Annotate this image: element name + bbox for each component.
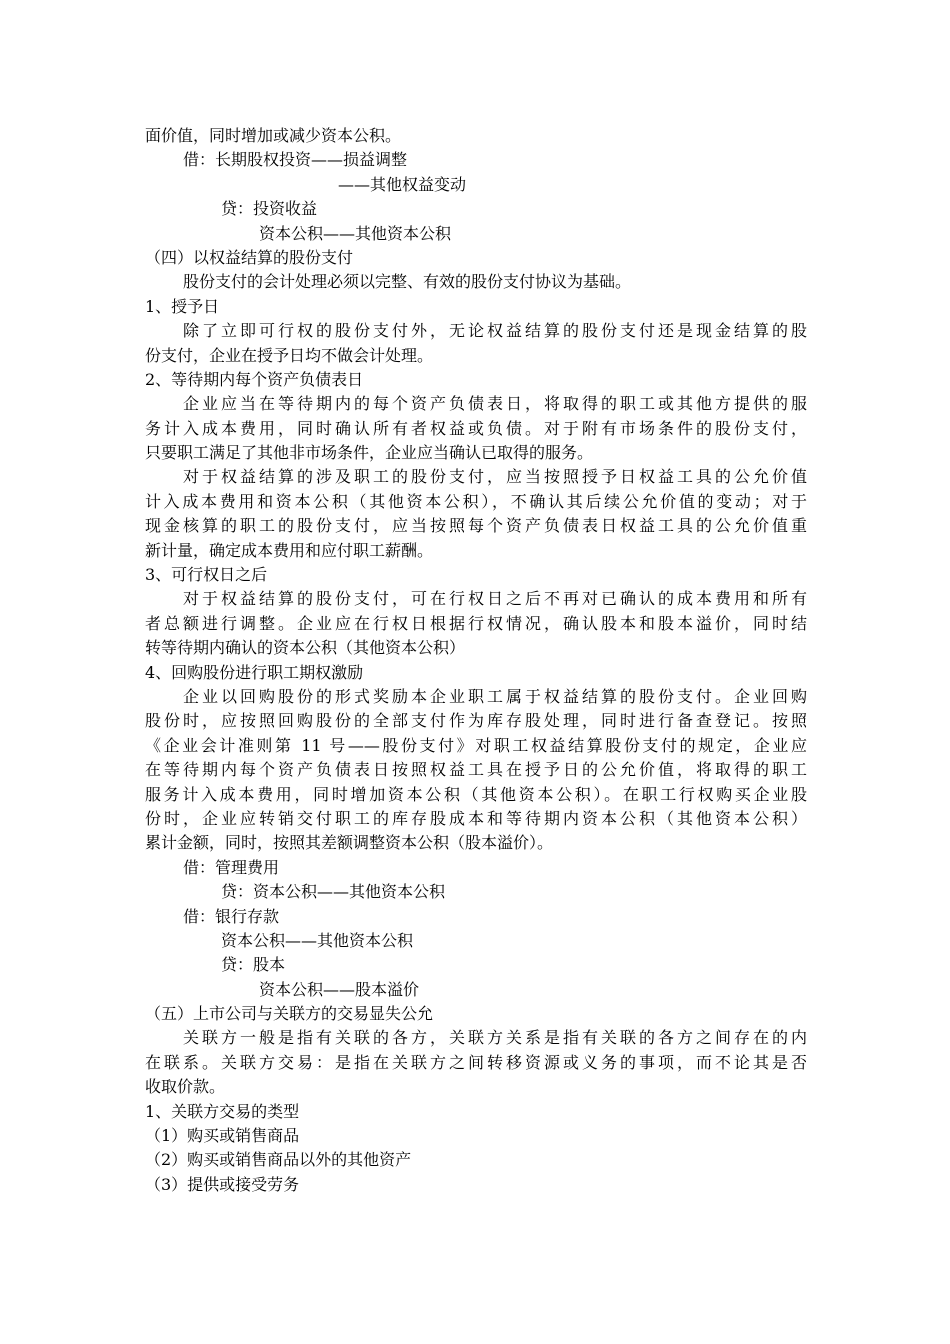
paragraph-line: 对于权益结算的股份支付，可在行权日之后不再对已确认的成本费用和所有 [183, 589, 807, 609]
subsection-heading: 3、可行权日之后 [145, 565, 268, 585]
paragraph-line: 累计金额，同时，按照其差额调整资本公积（股本溢价）。 [145, 833, 554, 853]
paragraph-line: 在等待期内每个资产负债表日按照权益工具在授予日的公允价值，将取得的职工 [145, 760, 807, 780]
paragraph-line: 者总额进行调整。企业应在行权日根据行权情况，确认股本和股本溢价，同时结 [145, 613, 807, 633]
list-item: （1）购买或销售商品 [145, 1126, 300, 1146]
paragraph-line: 收取价款。 [145, 1077, 226, 1097]
paragraph-line: 份时，企业应转销交付职工的库存股成本和等待期内资本公积（其他资本公积） [145, 808, 807, 828]
paragraph-line: 对于权益结算的涉及职工的股份支付，应当按照授予日权益工具的公允价值 [183, 467, 807, 487]
text-line: 面价值，同时增加或减少资本公积。 [145, 126, 402, 145]
subsection-heading: 1、授予日 [145, 296, 220, 316]
journal-sub-line: 资本公积——其他资本公积 [259, 223, 452, 243]
paragraph-line: 在联系。关联方交易：是指在关联方之间转移资源或义务的事项，而不论其是否 [145, 1052, 807, 1072]
subsection-heading: 1、关联方交易的类型 [145, 1101, 300, 1121]
list-item: （3）提供或接受劳务 [145, 1174, 300, 1194]
journal-credit-line: 贷：投资收益 [221, 199, 318, 219]
subsection-heading: 4、回购股份进行职工期权激励 [145, 662, 364, 682]
paragraph-line: 除了立即可行权的股份支付外，无论权益结算的股份支付还是现金结算的股 [183, 321, 807, 341]
paragraph-line: 计入成本费用和资本公积（其他资本公积），不确认其后续公允价值的变动；对于 [145, 491, 807, 511]
journal-credit-sub-line: 资本公积——股本溢价 [259, 979, 420, 999]
paragraph-line: 转等待期内确认的资本公积（其他资本公积） [145, 638, 466, 658]
subsection-heading: 2、等待期内每个资产负债表日 [145, 369, 364, 389]
journal-credit-line: 贷：股本 [221, 955, 286, 975]
paragraph-line: 务计入成本费用，同时确认所有者权益或负债。对于附有市场条件的股份支付， [145, 418, 807, 438]
journal-credit-line: 贷：资本公积——其他资本公积 [221, 882, 446, 902]
paragraph-line: 企业应当在等待期内的每个资产负债表日，将取得的职工或其他方提供的服 [183, 394, 807, 414]
list-item: （2）购买或销售商品以外的其他资产 [145, 1150, 412, 1170]
section-heading: （四）以权益结算的股份支付 [145, 247, 354, 267]
paragraph-line: 股份支付的会计处理必须以完整、有效的股份支付协议为基础。 [183, 272, 632, 292]
paragraph-line: 现金核算的职工的股份支付，应当按照每个资产负债表日权益工具的公允价值重 [145, 516, 807, 536]
paragraph-line: 股份时，应按照回购股份的全部支付作为库存股处理，同时进行备查登记。按照 [145, 711, 807, 731]
paragraph-line: 服务计入成本费用，同时增加资本公积（其他资本公积）。在职工行权购买企业股 [145, 784, 807, 804]
paragraph-line: 企业以回购股份的形式奖励本企业职工属于权益结算的股份支付。企业回购 [183, 686, 807, 706]
paragraph-line: 新计量，确定成本费用和应付职工薪酬。 [145, 540, 434, 560]
journal-debit-line: 借：管理费用 [183, 857, 280, 877]
journal-debit-line: 借：长期股权投资——损益调整 [183, 150, 408, 170]
section-heading: （五）上市公司与关联方的交易显失公允 [145, 1004, 434, 1024]
paragraph-line: 《企业会计准则第 11 号——股份支付》对职工权益结算股份支付的规定，企业应 [145, 735, 807, 755]
document-body [145, 124, 807, 1197]
journal-sub-line: ——其他权益变动 [338, 174, 467, 194]
journal-debit-sub-line: 资本公积——其他资本公积 [221, 930, 414, 950]
paragraph-line: 只要职工满足了其他非市场条件，企业应当确认已取得的服务。 [145, 443, 594, 463]
paragraph-line: 关联方一般是指有关联的各方，关联方关系是指有关联的各方之间存在的内 [183, 1028, 807, 1048]
journal-debit-line: 借：银行存款 [183, 906, 280, 926]
paragraph-line: 份支付，企业在授予日均不做会计处理。 [145, 345, 434, 365]
